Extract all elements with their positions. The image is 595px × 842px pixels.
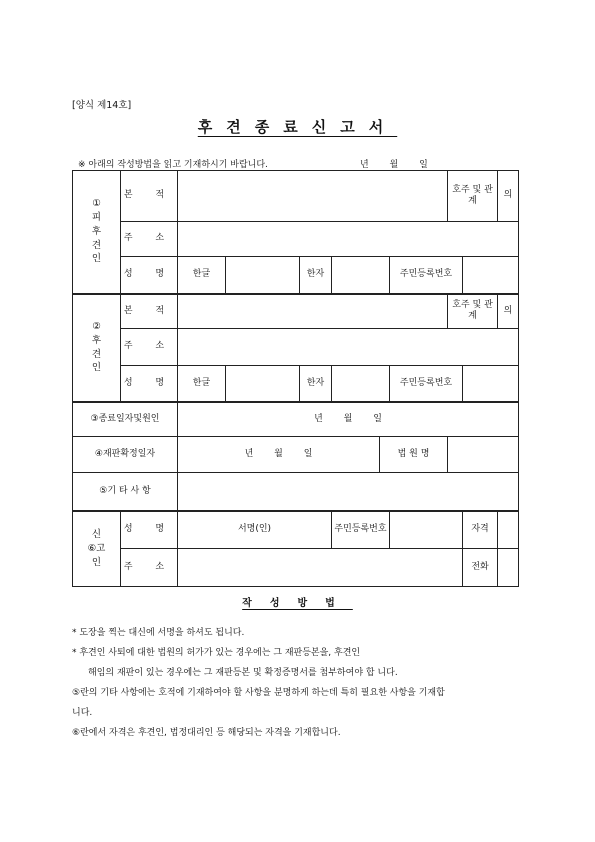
reporter-phone-field[interactable] [498, 549, 519, 587]
ward-rrn-label: 주민등록번호 [390, 257, 463, 294]
ward-label-line: 피 [91, 212, 102, 224]
report-form-table [72, 170, 519, 587]
termination-date-field[interactable]: 년 월 일 [178, 402, 519, 437]
ward-block-label [73, 171, 121, 294]
report-date-line: 년 월 일 [360, 160, 428, 170]
ward-hangul-label: 한글 [178, 257, 226, 294]
instruction-line: 해임의 재판이 있는 경우에는 그 재판등본 및 확정증명서를 첨부하여야 합 니다. [88, 668, 398, 678]
reporter-signature-field[interactable]: 서명(인) [178, 511, 332, 549]
guardian-hangul-label: 한글 [178, 366, 226, 402]
ward-name-label: 성 명 [121, 257, 178, 294]
ward-relation-field[interactable]: 의 [498, 171, 519, 222]
guardian-label-line: 견 [91, 348, 102, 360]
reporter-block-label [73, 511, 121, 587]
reporter-name-label: 성 명 [121, 511, 178, 549]
guardian-label-line: 인 [91, 362, 102, 374]
reporter-label-line: ⑥고 [87, 542, 106, 554]
ward-label-line: 견 [91, 239, 102, 251]
guardian-hanja-label: 한자 [300, 366, 332, 402]
other-matters-label: ⑤기 타 사 항 [73, 473, 178, 511]
ward-household-label: 호주 및 관계 [448, 171, 498, 222]
notice-text: ※ 아래의 작성방법을 읽고 기재하시기 바랍니다. [78, 160, 268, 170]
form-number-label: [양식 제14호] [72, 100, 132, 111]
guardian-address-label: 주 소 [121, 329, 178, 366]
ward-domicile-label: 본 적 [121, 171, 178, 222]
ward-domicile-field[interactable] [178, 171, 448, 222]
guardian-household-label: 호주 및 관계 [448, 294, 498, 329]
guardian-hangul-field[interactable] [226, 366, 300, 402]
reporter-rrn-field[interactable] [390, 511, 463, 549]
termination-label: ③종료일자및원인 [73, 402, 178, 437]
court-name-field[interactable] [448, 437, 519, 473]
guardian-name-label: 성 명 [121, 366, 178, 402]
reporter-label-line: 신 [91, 529, 102, 541]
instruction-line: 니다. [72, 708, 93, 718]
guardian-domicile-label: 본 적 [121, 294, 178, 329]
guardian-relation-field[interactable]: 의 [498, 294, 519, 329]
reporter-phone-label: 전화 [463, 549, 498, 587]
guardian-hanja-field[interactable] [332, 366, 390, 402]
ward-hangul-field[interactable] [226, 257, 300, 294]
instruction-line: * 후견인 사퇴에 대한 법원의 허가가 있는 경우에는 그 재판등본을, 후견인 [72, 648, 361, 658]
instructions-title: 작성방법 [242, 598, 353, 609]
reporter-qualification-field[interactable] [498, 511, 519, 549]
instruction-line: ⑥란에서 자격은 후견인, 법정대리인 등 해당되는 자격을 기재합니다. [72, 728, 341, 738]
court-name-label: 법 원 명 [380, 437, 448, 473]
ward-hanja-label: 한자 [300, 257, 332, 294]
guardian-block-label [73, 294, 121, 402]
guardian-address-field[interactable] [178, 329, 519, 366]
judgment-date-label: ④재판확정일자 [73, 437, 178, 473]
ward-rrn-field[interactable] [463, 257, 519, 294]
ward-label-line: 인 [91, 253, 102, 265]
reporter-address-field[interactable] [178, 549, 463, 587]
ward-address-field[interactable] [178, 222, 519, 257]
reporter-qualification-label: 자격 [463, 511, 498, 549]
instruction-line: ⑤란의 기타 사항에는 호적에 기재하여야 할 사항을 분명하게 하는데 특히 필요한 사항을 기재합 [72, 688, 445, 698]
ward-label-line: ① [92, 198, 101, 210]
ward-label-line: 후 [91, 225, 102, 237]
reporter-rrn-label: 주민등록번호 [332, 511, 390, 549]
ward-address-label: 주 소 [121, 222, 178, 257]
judgment-date-field[interactable]: 년 월 일 [178, 437, 380, 473]
guardian-label-line: 후 [91, 334, 102, 346]
document-title: 후견종료신고서 [197, 118, 398, 136]
other-matters-field[interactable] [178, 473, 519, 511]
instruction-line: * 도장을 찍는 대신에 서명을 하셔도 됩니다. [72, 628, 245, 638]
reporter-label-line: 인 [91, 556, 102, 568]
reporter-address-label: 주 소 [121, 549, 178, 587]
guardian-domicile-field[interactable] [178, 294, 448, 329]
guardian-rrn-field[interactable] [463, 366, 519, 402]
ward-hanja-field[interactable] [332, 257, 390, 294]
guardian-label-line: ② [92, 320, 101, 332]
guardian-rrn-label: 주민등록번호 [390, 366, 463, 402]
